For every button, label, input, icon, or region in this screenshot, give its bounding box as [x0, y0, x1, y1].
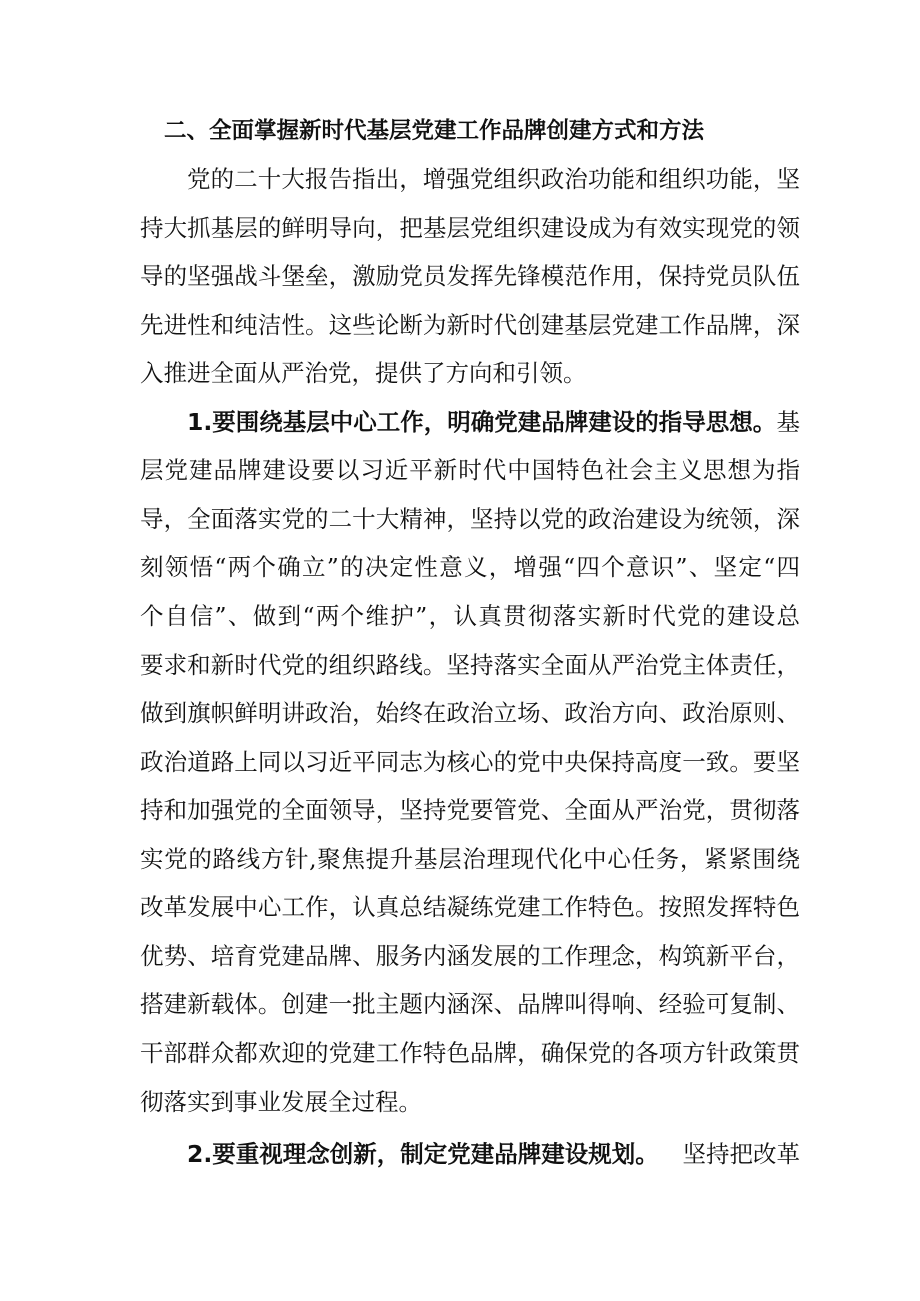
paragraph-line: 持和加强党的全面领导，坚持党要管党、全面从严治党，贯彻落	[140, 796, 800, 824]
item1-lead: 1.要围绕基层中心工作，明确党建品牌建设的指导思想。	[187, 408, 777, 436]
paragraph-line: 导，全面落实党的二十大精神，坚持以党的政治建设为统领，深	[140, 505, 800, 533]
paragraph-line: 搭建新载体。创建一批主题内涵深、品牌叫得响、经验可复制、	[140, 990, 800, 1018]
paragraph-line: 要求和新时代党的组织路线。坚持落实全面从严治党主体责任，	[140, 651, 800, 679]
item2-first-line	[187, 1139, 800, 1169]
paragraph-line: 彻落实到事业发展全过程。	[140, 1088, 422, 1116]
paragraph-line: 导的坚强战斗堡垒，激励党员发挥先锋模范作用，保持党员队伍	[140, 262, 800, 290]
item1-first-line	[187, 407, 800, 437]
paragraph-line: 优势、培育党建品牌、服务内涵发展的工作理念，构筑新平台，	[140, 942, 800, 970]
paragraph-line: 入推进全面从严治党，提供了方向和引领。	[140, 359, 587, 387]
item2-tail: 坚持把改革	[682, 1140, 800, 1168]
paragraph-line: 改革发展中心工作，认真总结凝练党建工作特色。按照发挥特色	[140, 893, 800, 921]
paragraph-line: 层党建品牌建设要以习近平新时代中国特色社会主义思想为指	[140, 456, 800, 484]
paragraph-line: 党的二十大报告指出，增强党组织政治功能和组织功能，坚	[187, 165, 800, 193]
paragraph-line: 做到旗帜鲜明讲政治，始终在政治立场、政治方向、政治原则、	[140, 699, 800, 727]
paragraph-line: 政治道路上同以习近平同志为核心的党中央保持高度一致。要坚	[140, 748, 800, 776]
paragraph-line: 刻领悟“两个确立”的决定性意义，增强“四个意识”、坚定“四	[140, 553, 800, 581]
item1-first-tail: 基	[776, 408, 800, 436]
section-heading: 二、全面掌握新时代基层党建工作品牌创建方式和方法	[164, 118, 705, 144]
item2-lead: 2.要重视理念创新，制定党建品牌建设规划。	[187, 1140, 659, 1168]
paragraph-line: 持大抓基层的鲜明导向，把基层党组织建设成为有效实现党的领	[140, 214, 800, 242]
paragraph-line: 实党的路线方针,聚焦提升基层治理现代化中心任务，紧紧围绕	[140, 845, 800, 873]
paragraph-line: 先进性和纯洁性。这些论断为新时代创建基层党建工作品牌，深	[140, 311, 800, 339]
paragraph-line: 干部群众都欢迎的党建工作特色品牌，确保党的各项方针政策贯	[140, 1039, 800, 1067]
paragraph-line: 个自信”、做到“两个维护”，认真贯彻落实新时代党的建设总	[140, 602, 800, 630]
